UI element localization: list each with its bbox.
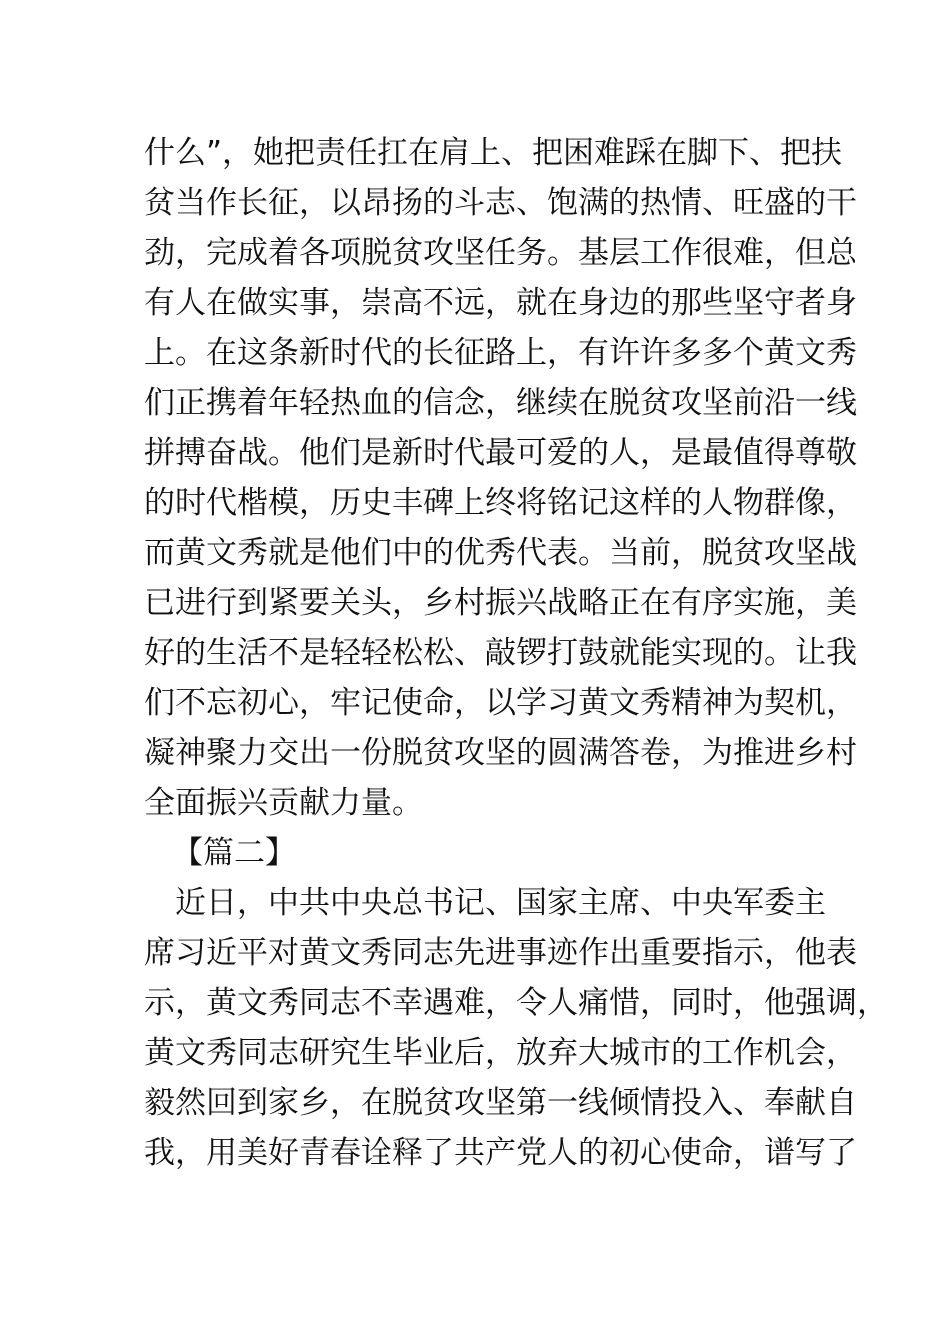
- text-line: 有人在做实事，崇高不远，就在身边的那些坚守者身: [144, 285, 857, 321]
- text-line: 已进行到紧要关头，乡村振兴战略正在有序实施，美: [144, 585, 857, 621]
- text-line: 席习近平对黄文秀同志先进事迹作出重要指示，他表: [144, 935, 857, 971]
- text-line: 黄文秀同志研究生毕业后，放弃大城市的工作机会，: [144, 1035, 857, 1071]
- text-line: 上。在这条新时代的长征路上，有许许多多个黄文秀: [144, 335, 857, 371]
- text-line: 全面振兴贡献力量。: [144, 785, 423, 821]
- text-line: 劲，完成着各项脱贫攻坚任务。基层工作很难，但总: [144, 235, 857, 271]
- text-line: 好的生活不是轻轻松松、敲锣打鼓就能实现的。让我: [144, 635, 857, 671]
- text-line: 近日，中共中央总书记、国家主席、中央军委主: [175, 885, 826, 921]
- text-line: 而黄文秀就是他们中的优秀代表。当前，脱贫攻坚战: [144, 535, 857, 571]
- paragraph-1: [144, 128, 857, 828]
- document-body: [144, 128, 888, 1178]
- section-heading: 【篇二】: [172, 835, 296, 871]
- paragraph-2: [144, 878, 888, 1178]
- text-line: 示，黄文秀同志不幸遇难，令人痛惜，同时，他强调，: [144, 985, 888, 1021]
- text-line: 什么”，她把责任扛在肩上、把困难踩在脚下、把扶: [144, 135, 843, 171]
- text-line: 毅然回到家乡，在脱贫攻坚第一线倾情投入、奉献自: [144, 1085, 857, 1121]
- text-line: 凝神聚力交出一份脱贫攻坚的圆满答卷，为推进乡村: [144, 735, 857, 771]
- text-line: 贫当作长征，以昂扬的斗志、饱满的热情、旺盛的干: [144, 185, 857, 221]
- text-line: 我，用美好青春诠释了共产党人的初心使命，谱写了: [144, 1135, 857, 1171]
- text-line: 们不忘初心，牢记使命，以学习黄文秀精神为契机，: [144, 685, 857, 721]
- text-line: 们正携着年轻热血的信念，继续在脱贫攻坚前沿一线: [144, 385, 857, 421]
- text-line: 拼搏奋战。他们是新时代最可爱的人，是最值得尊敬: [144, 435, 857, 471]
- text-line: 的时代楷模，历史丰碑上终将铭记这样的人物群像，: [144, 485, 857, 521]
